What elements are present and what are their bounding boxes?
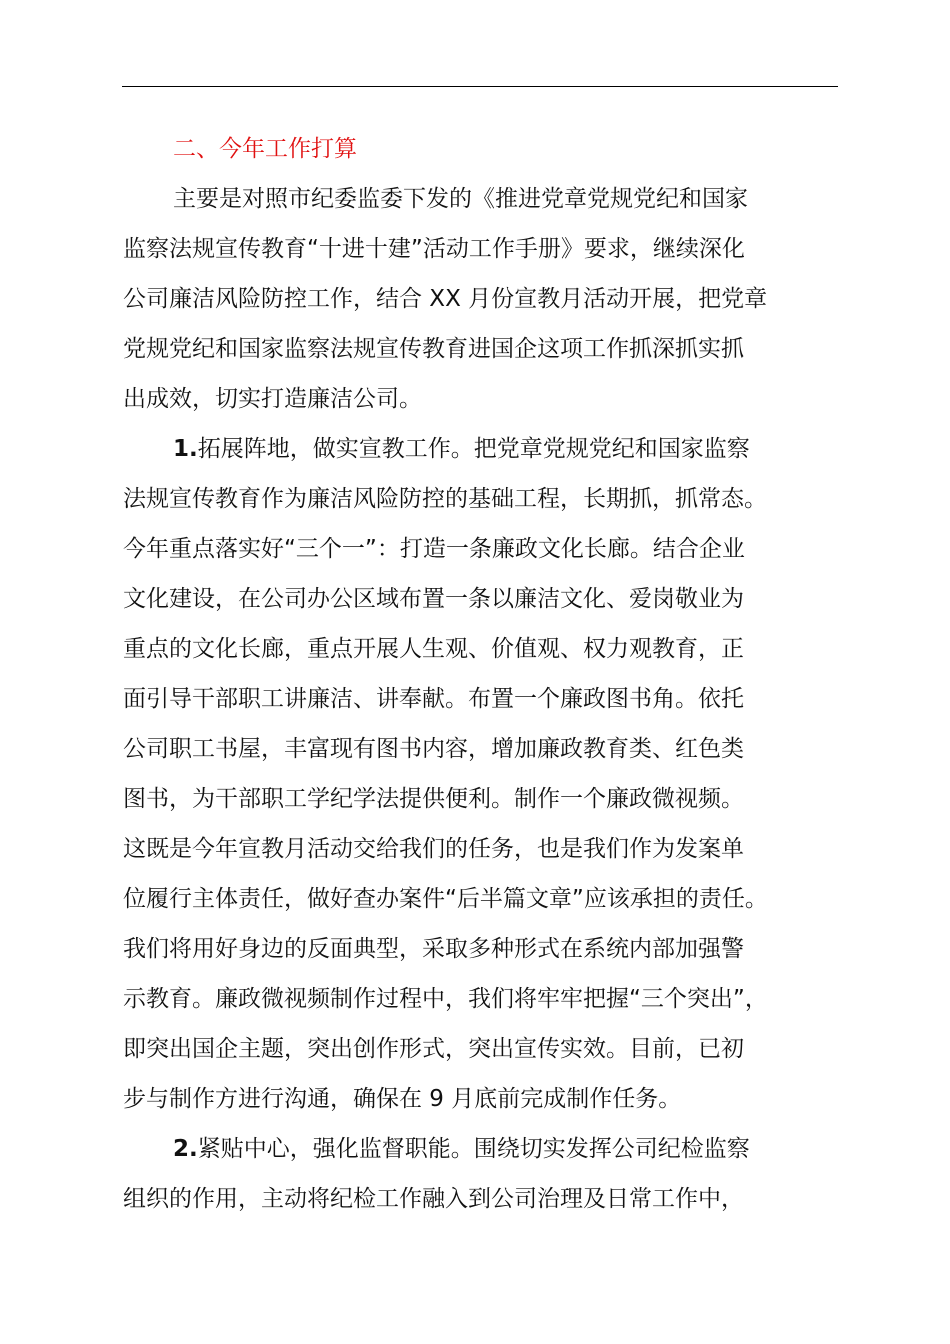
paragraph-line: 公司廉洁风险防控工作，结合 XX 月份宣教月活动开展，把党章 <box>123 286 768 312</box>
paragraph-line: 监察法规宣传教育“十进十建”活动工作手册》要求，继续深化 <box>123 236 745 262</box>
item-2-first-line: 紧贴中心，强化监督职能。围绕切实发挥公司纪检监察 <box>197 1136 750 1162</box>
paragraph-line: 这既是今年宣教月活动交给我们的任务，也是我们作为发案单 <box>123 836 744 862</box>
intro-paragraph <box>123 174 839 424</box>
paragraph-line: 示教育。廉政微视频制作过程中，我们将牢牢把握“三个突出”， <box>123 986 768 1012</box>
paragraph-line: 即突出国企主题，突出创作形式，突出宣传实效。目前，已初 <box>123 1036 744 1062</box>
item-2-paragraph <box>123 1124 839 1224</box>
paragraph-line <box>123 424 839 474</box>
item-number: 2. <box>173 1136 198 1162</box>
section-heading: 二、今年工作打算 <box>173 136 357 162</box>
paragraph-line: 法规宣传教育作为廉洁风险防控的基础工程，长期抓，抓常态。 <box>123 486 767 512</box>
paragraph-line: 我们将用好身边的反面典型，采取多种形式在系统内部加强警 <box>123 936 744 962</box>
header-rule <box>122 86 838 87</box>
paragraph-line: 主要是对照市纪委监委下发的《推进党章党规党纪和国家 <box>173 186 748 212</box>
paragraph-line: 面引导干部职工讲廉洁、讲奉献。布置一个廉政图书角。依托 <box>123 686 744 712</box>
paragraph-line: 图书，为干部职工学纪学法提供便利。制作一个廉政微视频。 <box>123 786 744 812</box>
item-1-paragraph <box>123 424 839 1124</box>
paragraph-line: 组织的作用，主动将纪检工作融入到公司治理及日常工作中， <box>123 1186 744 1212</box>
paragraph-line: 出成效，切实打造廉洁公司。 <box>123 386 422 412</box>
item-number: 1. <box>173 436 198 462</box>
paragraph-line: 公司职工书屋，丰富现有图书内容，增加廉政教育类、红色类 <box>123 736 744 762</box>
paragraph-line: 文化建设，在公司办公区域布置一条以廉洁文化、爱岗敬业为 <box>123 586 744 612</box>
paragraph-line: 步与制作方进行沟通，确保在 9 月底前完成制作任务。 <box>123 1086 682 1112</box>
item-1-first-line: 拓展阵地，做实宣教工作。把党章党规党纪和国家监察 <box>197 436 750 462</box>
paragraph-line: 党规党纪和国家监察法规宣传教育进国企这项工作抓深抓实抓 <box>123 336 744 362</box>
paragraph-line: 今年重点落实好“三个一”：打造一条廉政文化长廊。结合企业 <box>123 536 745 562</box>
paragraph-line: 位履行主体责任，做好查办案件“后半篇文章”应该承担的责任。 <box>123 886 768 912</box>
paragraph-line: 重点的文化长廊，重点开展人生观、价值观、权力观教育，正 <box>123 636 744 662</box>
paragraph-line <box>123 1124 839 1174</box>
document-body <box>123 124 839 1224</box>
